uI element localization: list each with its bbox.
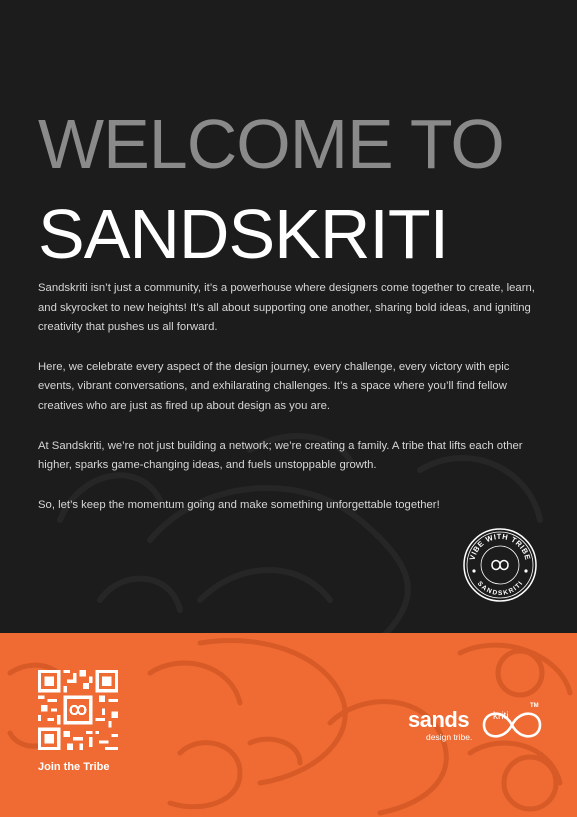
stamp-top-text: VIBE WITH TRIBE bbox=[467, 531, 533, 562]
stamp-bottom-text: SANDSKRITI bbox=[475, 580, 525, 598]
sandskriti-logo bbox=[408, 703, 546, 751]
infinity-logo-icon bbox=[492, 561, 508, 570]
paragraph-4: So, let’s keep the momentum going and make something unforgettable together! bbox=[38, 498, 440, 511]
vibe-with-tribe-stamp bbox=[462, 527, 538, 603]
svg-text:SANDSKRITI bbox=[476, 580, 525, 597]
logo-word-sands: sands bbox=[408, 707, 470, 732]
intro-text bbox=[38, 279, 543, 535]
heading-welcome-to: WELCOME TO bbox=[38, 105, 504, 183]
logo-trademark: TM bbox=[530, 703, 539, 709]
stamp-star-icon bbox=[472, 569, 527, 572]
join-the-tribe-label: Join the Tribe bbox=[38, 761, 110, 773]
paragraph-2: Here, we celebrate every aspect of the design journey, every challenge, every victory with epic events, vibrant conversations, and exhilarating challenges. It’s a space where you’ll find fellow creatives who are just as fired up about design as you are. bbox=[38, 360, 510, 412]
paragraph-1: Sandskriti isn’t just a community, it’s a powerhouse where designers come together to create, learn, and skyrocket to new heights! It’s all about supporting one another, sharing bold ideas, and igniting creativity that pushes us all forward. bbox=[38, 282, 535, 334]
qr-code-icon[interactable] bbox=[38, 670, 118, 750]
heading-sandskriti: SANDSKRITI bbox=[38, 195, 449, 273]
paragraph-3: At Sandskriti, we’re not just building a network; we’re creating a family. A tribe that lifts each other higher, sparks game-changing ideas, and fuels unstoppable growth. bbox=[38, 439, 523, 472]
logo-tagline: design tribe. bbox=[426, 732, 473, 742]
logo-word-kriti: kriti bbox=[493, 711, 509, 722]
infinity-logo-icon bbox=[480, 705, 544, 745]
